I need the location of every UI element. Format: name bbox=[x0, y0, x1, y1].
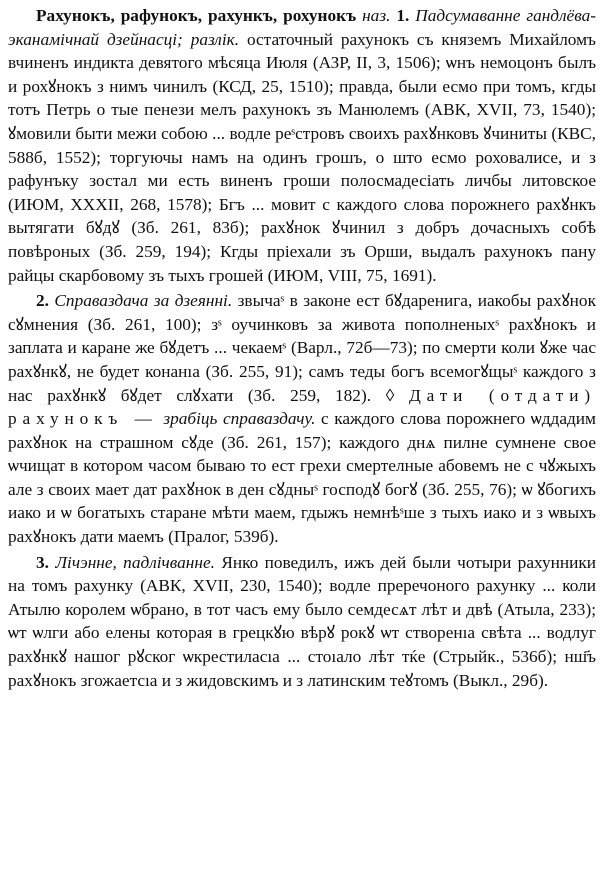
sense-definition: Справаздача за дзеянні. bbox=[54, 291, 233, 311]
sense-1-paragraph bbox=[8, 4, 596, 287]
sense-3-paragraph bbox=[8, 551, 596, 693]
sense-number: 1. bbox=[396, 6, 410, 25]
phrase-definition: зрабіць справаздачу. bbox=[163, 409, 316, 429]
sense-citations: звычаˢ в законе ест бꙋдаренига, иакобы рахꙋнок сꙋмнения (Зб. 261, 100); зˢ оучинковъ за живота пополненыхˢ рахꙋнокъ и заплата и каране же бꙋдетъ ... чекаемˢ (Варл., 72б—73); по смерти коли ꙋже час рахꙋнкꙋ, не будет конанıа (Зб. 255, 91); самъ теды богъ всемогꙋщыˢ каждого з нас рахꙋнкꙋ бꙋдет слꙋхати (Зб. 259, 182). bbox=[8, 291, 596, 405]
sense-citations: Янко поведилъ, ижъ дей были чотыри рахунники на томъ рахунку (АВК, XVII, 230, 1540); водле преречоного рахунку ... коли Атылю королем ѡбрано, в тот часъ ему было семдесѧт лѣт и двѣ (Атыла, 233); ѡт ѡлги або елены которая в грецкꙋю вѣрꙋ рокꙋ ѡт створенıа свѣта ... водлуг рахꙋнкꙋ нашог рꙋског ѡкрестиласıа ... стоıало лѣт тќе (Стрыйк., 536б); нш҃ъ рахꙋнокъ згожаетсıа и з жидовскимъ и з латинским теꙋтомъ (Выкл., 29б). bbox=[8, 552, 597, 690]
sense-definition: Падсумаванне гандлёва-эканамічнай дзейнасці; разлік. bbox=[8, 6, 597, 49]
grammar-label: наз. bbox=[362, 6, 391, 25]
headword: Рахунокъ, рафунокъ, рахункъ, рохунокъ bbox=[36, 6, 357, 25]
phrase-citations: с каждого слова порожнего ѡддадим рахꙋнок на страшном сꙋде (Зб. 261, 157); каждого днѧ пилне сумнене свое ѡчищат в котором часом бываю то ест грехи смертелные абовемъ не с чꙋжыхъ але з своих мает дат рахꙋнок в ден сꙋдныˢ господꙋ богꙋ (Зб. 255, 76); ѡ ꙋбогихъ иако и ѡ богатыхъ старане мѣти маем, гдыжъ немнѣˢше з тыхъ иако и з ѡвыхъ рахꙋнокъ дати маемъ (Пралог, 539б). bbox=[8, 409, 596, 547]
sense-definition: Лічэнне, падлічванне. bbox=[55, 552, 215, 572]
sense-number: 3. bbox=[36, 552, 49, 572]
phrase-marker: ◊ bbox=[385, 385, 395, 405]
phrase-headword: Дати (отдати) рахунокъ — bbox=[8, 385, 596, 429]
sense-citations: остаточный рахунокъ съ княземъ Михайломъ вчиненъ индикта девятого мѣсяца Июля (АЗР, II, 3, 1506); ѡнъ немоцонъ былъ и рохꙋнокъ з нимъ чинилъ (КСД, 25, 1510); правда, были есмо при томъ, кгды тотъ Петрь о тые пенези мелъ рахунокъ зъ Манюлемъ (АВК, XVII, 73, 1540); ꙋмовили быти межи собою ... водле реˢстровъ своихъ рахꙋнковъ ꙋчиниты (КВС, 588б, 1552); торгуючы намъ на одинъ грошъ, о што есмо роховалисе, и з рафунъку зостал ми есть виненъ гроши полосмадесіать личбы литовское (ИЮМ, XXXII, 268, 1578); Бгъ ... мовит с каждого слова порожнего рахꙋнкъ вытягати бꙋдꙋ (Зб. 261, 83б); рахꙋнок ꙋчинил з добръ дочасныхъ собѣ повѣроных (Зб. 259, 194); Кгды пріехали зъ Орши, выдалъ рахунокъ пану райцы скарбовому зъ тыхъ грошей (ИЮМ, VIII, 75, 1691). bbox=[8, 29, 596, 285]
sense-2-paragraph bbox=[8, 289, 596, 549]
sense-number: 2. bbox=[36, 291, 49, 311]
